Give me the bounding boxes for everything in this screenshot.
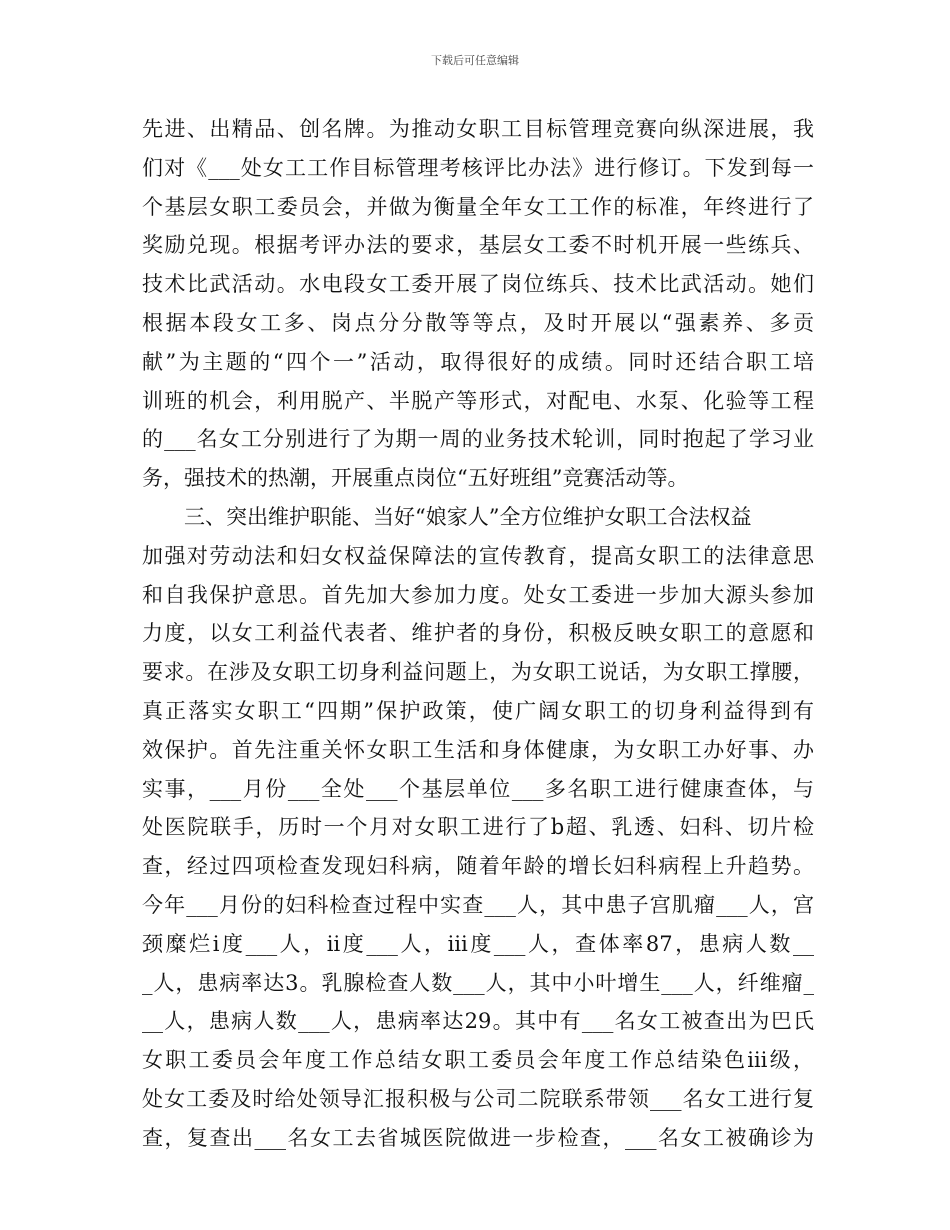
page-header-note: 下载后可任意编辑 bbox=[431, 54, 519, 67]
text-line: 个基层女职工委员会，并做为衡量全年女工工作的标准，年终进行了 bbox=[142, 194, 814, 219]
text-line: 的___名女工分别进行了为期一周的业务技术轮训，同时抱起了学习业 bbox=[142, 427, 814, 452]
text-line: 献”为主题的“四个一”活动，取得很好的成绩。同时还结合职工培 bbox=[142, 349, 814, 374]
text-line: 查，复查出___名女工去省城医院做进一步检查，___名女工被确诊为 bbox=[142, 1125, 814, 1150]
text-line: 根据本段女工多、岗点分分散等等点，及时开展以“强素养、多贡 bbox=[142, 310, 814, 335]
text-line: _人，患病率达3。乳腺检查人数___人，其中小叶增生___人，纤维瘤_ bbox=[142, 970, 814, 995]
text-line: 先进、出精品、创名牌。为推动女职工目标管理竞赛向纵深进展，我 bbox=[142, 117, 814, 141]
text-line: 们对《___处女工工作目标管理考核评比办法》进行修订。下发到每一 bbox=[142, 155, 814, 180]
text-line: 查，经过四项检查发现妇科病，随着年龄的增长妇科病程上升趋势。 bbox=[142, 854, 814, 879]
text-line: 处女工委及时给处领导汇报积极与公司二院联系带领___名女工进行复 bbox=[142, 1086, 814, 1111]
text-line: 力度，以女工利益代表者、维护者的身份，积极反映女职工的意愿和 bbox=[142, 621, 814, 646]
text-line: 女职工委员会年度工作总结女职工委员会年度工作总结染色ⅲ级， bbox=[142, 1048, 814, 1073]
text-line: 今年___月份的妇科检查过程中实查___人，其中患子宫肌瘤___人，宫 bbox=[142, 892, 814, 917]
section-heading: 三、突出维护职能、当好“娘家人”全方位维护女职工合法权益 bbox=[142, 504, 752, 529]
text-line: 颈糜烂ⅰ度___人，ⅱ度___人，ⅲ度___人，查体率87，患病人数__ bbox=[142, 931, 814, 956]
text-line: 处医院联手，历时一个月对女职工进行了b超、乳透、妇科、切片检 bbox=[142, 815, 814, 840]
text-line: 效保护。首先注重关怀女职工生活和身体健康，为女职工办好事、办 bbox=[142, 737, 814, 762]
text-line: 要求。在涉及女职工切身利益问题上，为女职工说话，为女职工撑腰， bbox=[142, 660, 814, 685]
text-line: 训班的机会，利用脱产、半脱产等形式，对配电、水泵、化验等工程 bbox=[142, 388, 814, 413]
document-body bbox=[142, 110, 814, 1158]
text-line: 真正落实女职工“四期”保护政策，使广阔女职工的切身利益得到有 bbox=[142, 698, 814, 723]
text-line: __人，患病人数___人，患病率达29。其中有___名女工被查出为巴氏 bbox=[142, 1009, 814, 1034]
text-line: 技术比武活动。水电段女工委开展了岗位练兵、技术比武活动。她们 bbox=[142, 272, 814, 297]
text-line: 加强对劳动法和妇女权益保障法的宣传教育，提高女职工的法律意思 bbox=[142, 543, 814, 568]
text-line: 实事，___月份___全处___个基层单位___多名职工进行健康查体，与 bbox=[142, 776, 814, 801]
text-line: 奖励兑现。根据考评办法的要求，基层女工委不时机开展一些练兵、 bbox=[142, 233, 814, 258]
text-line: 务，强技术的热潮，开展重点岗位“五好班组”竞赛活动等。 bbox=[142, 466, 689, 491]
text-line: 和自我保护意思。首先加大参加力度。处女工委进一步加大源头参加 bbox=[142, 582, 814, 607]
